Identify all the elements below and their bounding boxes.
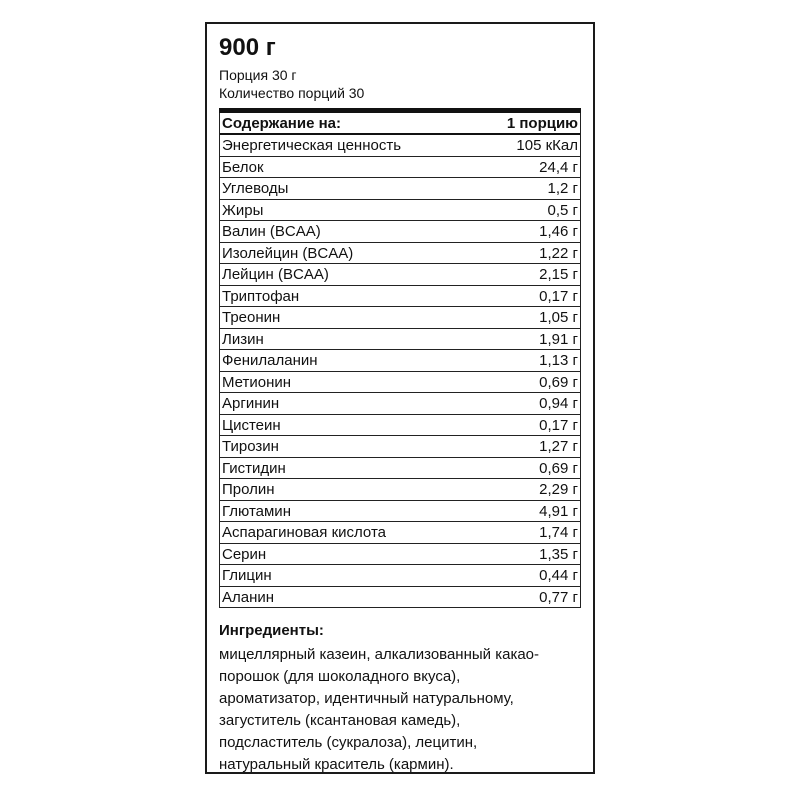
column-header-label: Содержание на: [222,115,341,132]
nutrient-name: Глютамин [222,502,291,520]
ingredients-line: порошок (для шоколадного вкуса), [219,668,461,685]
table-row [220,264,580,286]
nutrient-name: Гистидин [222,459,286,477]
table-row [220,200,580,222]
ingredients-line: мицеллярный казеин, алкализованный какао- [219,646,540,663]
nutrient-value: 1,91 г [539,330,578,348]
nutrient-name: Метионин [222,373,292,391]
table-row [220,415,580,437]
nutrient-value: 1,27 г [539,438,578,455]
ingredients-line: ароматизатор, идентичный натуральному, [219,690,514,707]
table-row [220,372,580,394]
table-row [220,522,580,544]
column-header-value: 1 порцию [506,115,578,132]
nutrient-value: 0,77 г [539,588,578,606]
nutrition-label [205,22,595,774]
nutrient-name: Тирозин [222,438,279,455]
table-row [220,157,580,179]
nutrient-name: Жиры [222,201,264,219]
nutrient-name: Пролин [222,481,275,498]
nutrition-table [219,113,581,608]
ingredients-title: Ингредиенты: [219,622,324,639]
table-row [220,350,580,372]
nutrient-value: 4,91 г [539,502,578,520]
nutrition-header [219,34,581,608]
nutrient-value: 1,13 г [539,352,578,369]
nutrient-name: Серин [222,545,267,563]
table-row [220,458,580,480]
nutrient-value: 0,5 г [547,201,578,219]
table-row [220,329,580,351]
nutrient-name: Лизин [222,330,264,348]
nutrient-value: 1,46 г [539,223,578,240]
nutrient-name: Глицин [222,567,272,584]
servings-count: Количество порций 30 [219,85,365,101]
nutrient-value: 1,35 г [539,545,578,563]
ingredients-text [219,644,585,776]
nutrient-value: 1,05 г [539,309,578,326]
nutrient-value: 0,44 г [539,567,578,584]
nutrient-value: 2,29 г [539,481,578,498]
nutrient-name: Изолейцин (BCAA) [222,244,354,262]
table-row [220,307,580,329]
serving-size: Порция 30 г [219,67,297,83]
table-row [220,286,580,308]
nutrient-name: Лейцин (BCAA) [222,266,329,283]
nutrient-name: Белок [222,158,264,176]
nutrient-value: 105 кКал [516,137,578,154]
nutrient-name: Валин (BCAA) [222,223,321,240]
table-header-row [220,113,580,135]
ingredients-line: подсластитель (сукралоза), лецитин, [219,734,478,751]
nutrient-value: 1,22 г [539,244,578,262]
table-row [220,135,580,157]
nutrient-name: Углеводы [222,180,289,197]
ingredients-line: натуральный краситель (кармин). [219,756,454,773]
table-row [220,501,580,523]
table-row [220,393,580,415]
nutrient-name: Триптофан [222,287,300,305]
table-row [220,221,580,243]
table-row [220,479,580,501]
ingredients-line: загуститель (ксантановая камедь), [219,712,461,729]
ingredients-section [219,620,585,776]
nutrient-value: 0,17 г [539,287,578,305]
nutrient-name: Цистеин [222,416,281,434]
table-row [220,436,580,458]
table-row [220,587,580,609]
table-row [220,565,580,587]
nutrient-name: Фенилаланин [222,352,318,369]
nutrient-name: Аланин [222,588,275,606]
nutrient-value: 0,69 г [539,373,578,391]
package-weight: 900 г [219,34,276,61]
nutrient-value: 1,2 г [547,180,578,197]
nutrient-value: 1,74 г [539,524,578,541]
nutrient-name: Аргинин [222,395,280,412]
nutrient-name: Энергетическая ценность [222,137,402,154]
nutrient-value: 0,17 г [539,416,578,434]
nutrient-value: 24,4 г [539,158,578,176]
nutrient-value: 0,69 г [539,459,578,477]
table-row [220,544,580,566]
nutrient-value: 0,94 г [539,395,578,412]
nutrient-value: 2,15 г [539,266,578,283]
nutrient-name: Треонин [222,309,281,326]
nutrient-name: Аспарагиновая кислота [222,524,386,541]
table-row [220,243,580,265]
table-row [220,178,580,200]
